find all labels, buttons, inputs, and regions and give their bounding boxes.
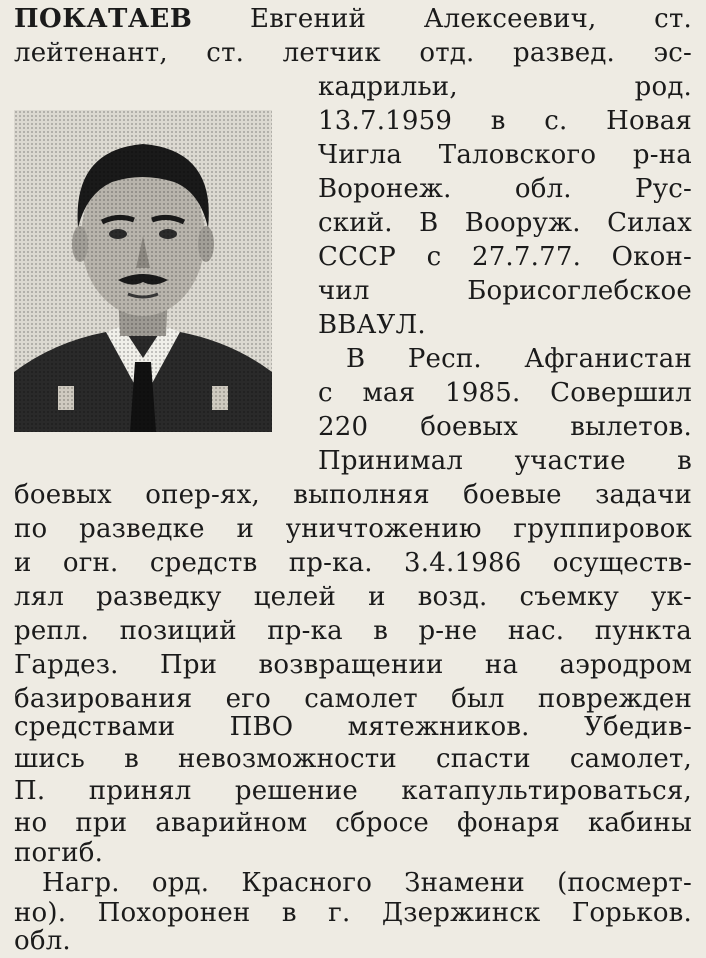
entry-text-line-21: базирования его самолет был поврежден — [14, 684, 692, 714]
entry-text-line-15: боевых опер-ях, выполняя боевые задачи — [14, 480, 692, 510]
entry-heading-line — [14, 2, 692, 36]
entry-text-line-23: шись в невозможности спасти самолет, — [14, 744, 692, 774]
entry-text-line-13: 220 боевых вылетов. — [318, 412, 692, 442]
entry-text-line-14: Принимал участие в — [318, 446, 692, 476]
entry-text-line-5: Чигла Таловского р-на — [318, 140, 692, 170]
entry-text-line-19: репл. позиций пр-ка в р-не нас. пункта — [14, 616, 692, 646]
entry-text-line-17: и огн. средств пр-ка. 3.4.1986 осуществ- — [14, 548, 692, 578]
portrait-photo-icon — [14, 110, 272, 432]
entry-text-line-1: Евгений Алексеевич, ст. — [250, 4, 692, 34]
entry-text-line-29: обл. — [14, 926, 71, 956]
entry-text-line-6: Воронеж. обл. Рус- — [318, 174, 692, 204]
entry-text-line-9: чил Борисоглебское — [318, 276, 692, 306]
entry-text-line-28: но). Похоронен в г. Дзержинск Горьков. — [14, 898, 692, 928]
entry-text-line-11: В Респ. Афганистан — [346, 344, 692, 374]
entry-text-line-20: Гардез. При возвращении на аэродром — [14, 650, 692, 680]
entry-text-line-12: с мая 1985. Совершил — [318, 378, 692, 408]
entry-text-line-24: П. принял решение катапультироваться, — [14, 776, 692, 806]
entry-text-line-10: ВВАУЛ. — [318, 310, 426, 340]
entry-surname: ПОКАТАЕВ — [14, 4, 193, 34]
entry-text-line-4: 13.7.1959 в с. Новая — [318, 106, 692, 136]
entry-text-line-22: средствами ПВО мятежников. Убедив- — [14, 712, 692, 742]
entry-text-line-27: Нагр. орд. Красного Знамени (посмерт- — [42, 868, 692, 898]
entry-text-line-7: ский. В Вооруж. Силах — [318, 208, 692, 238]
entry-text-line-8: СССР с 27.7.77. Окон- — [318, 242, 692, 272]
entry-text-line-25: но при аварийном сбросе фонаря кабины — [14, 808, 692, 838]
entry-text-line-16: по разведке и уничтожению группировок — [14, 514, 692, 544]
entry-text-line-2: лейтенант, ст. летчик отд. развед. эс- — [14, 38, 692, 68]
entry-text-line-3: кадрильи, род. — [318, 72, 692, 102]
entry-text-line-18: лял разведку целей и возд. съемку ук- — [14, 582, 692, 612]
entry-text-line-26: погиб. — [14, 838, 104, 868]
